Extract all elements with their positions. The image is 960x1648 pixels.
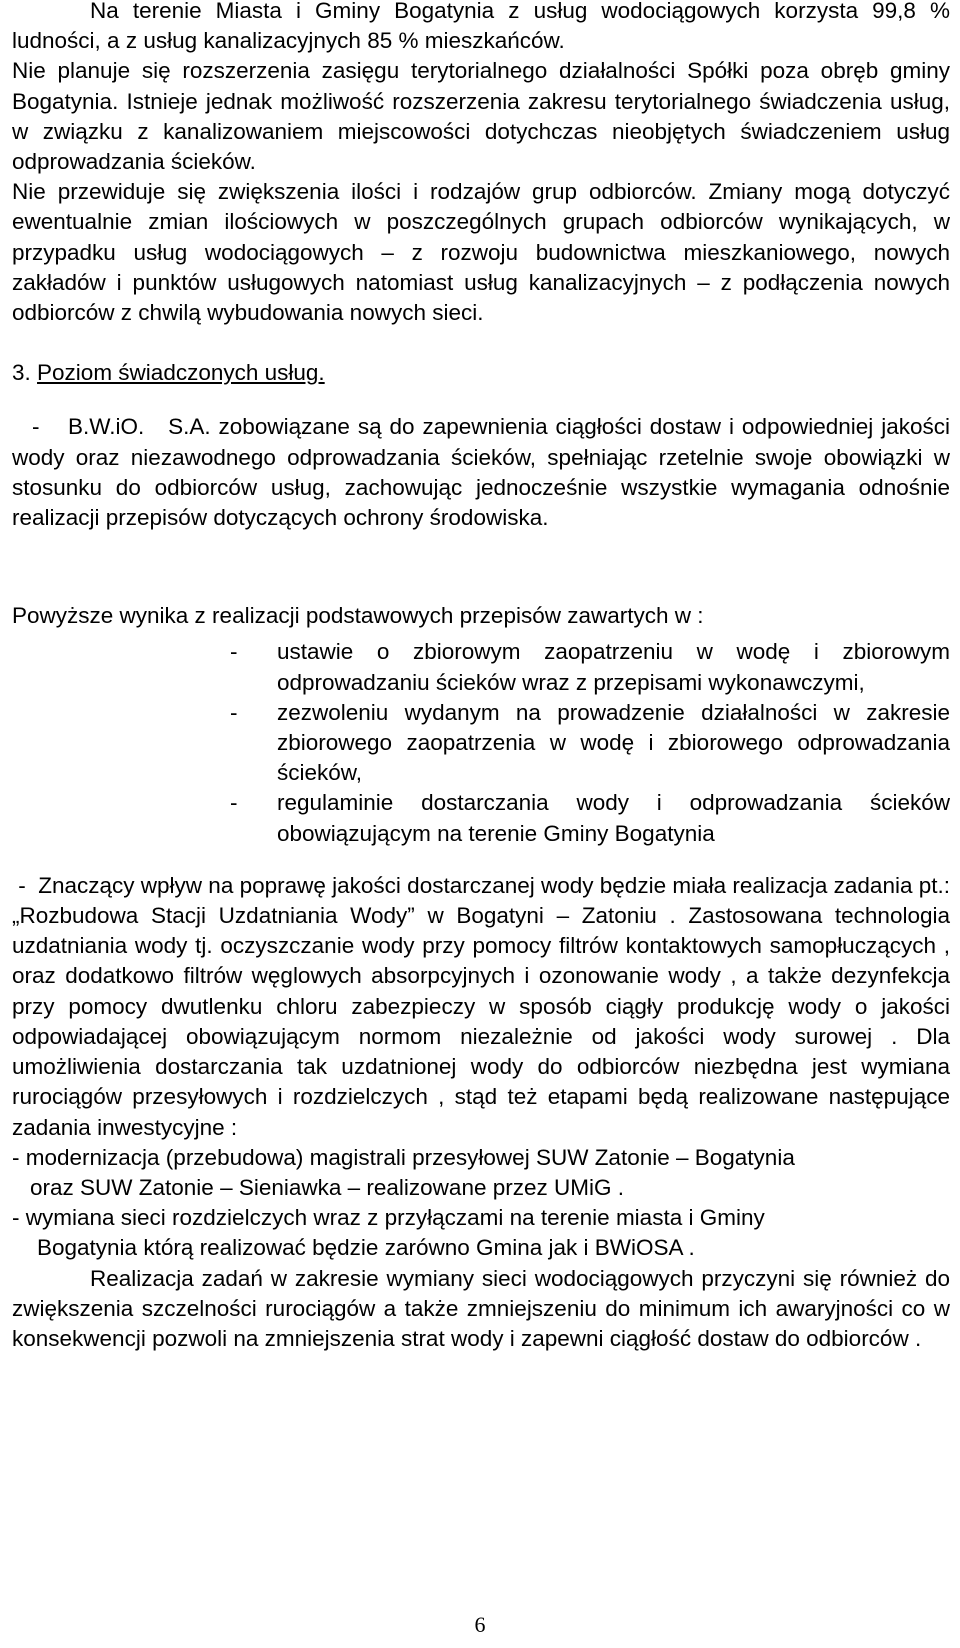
paragraph-coverage: Na terenie Miasta i Gminy Bogatynia z usług wodociągowych korzysta 99,8 % ludności, a z usług kanalizacyjnych 85 % mieszkańców. bbox=[12, 0, 950, 54]
investment-task bbox=[12, 1143, 950, 1203]
list-item bbox=[12, 637, 950, 697]
paragraph-territorial-scope: Nie planuje się rozszerzenia zasięgu terytorialnego działalności Spółki poza obręb gminy Bogatynia. Istnieje jednak możliwość rozszerzenia zakresu terytorialnego świadczenia usług, w związku z kanalizowaniem miejscowości dotychczas nieobjętych świadczeniem usług odprowadzania ścieków. bbox=[12, 58, 950, 175]
regulations-list bbox=[12, 637, 950, 848]
paragraph-water-quality-impact: - Znaczący wpływ na poprawę jakości dostarczanej wody będzie miała realizacja zadania pt.: „Rozbudowa Stacji Uzdatniania Wody” w Bogatyni – Zatoniu . Zastosowana technologia uzdatniania wody tj. oczyszczanie wody przy pomocy filtrów kontaktowych samopłuczących , oraz dodatkowo filtrów węglowych absorpcyjnych i ozonowanie wody , a także dezynfekcja przy pomocy dwutlenku chloru zabezpieczy w sposób ciągły produkcję wody o jakości odpowiadającej obowiązującym normom niezależnie od jakości wody surowej . Dla umożliwienia dostarczania tak uzdatnionej wody do odbiorców niezbędna jest wymiana rurociągów przesyłowych i rozdzielczych , stąd też etapami będą realizowane następujące zadania inwestycyjne : bbox=[12, 872, 957, 1140]
list-item-text: ustawie o zbiorowym zaopatrzeniu w wodę i zbiorowym odprowadzaniu ścieków wraz z przepisami wykonawczymi, bbox=[277, 639, 950, 695]
task-first-line: - modernizacja (przebudowa) magistrali przesyłowej SUW Zatonie – Bogatynia bbox=[12, 1144, 795, 1170]
list-dash: - bbox=[230, 639, 238, 665]
document-page bbox=[12, 0, 957, 1354]
paragraph-customer-groups: Nie przewiduje się zwiększenia ilości i rodzajów grup odbiorców. Zmiany mogą dotyczyć ewentualnie zmian ilościowych w poszczególnych grupach odbiorców wynikających, w przypadku usług wodociągowych – z rozwoju budownictwa mieszkaniowego, nowych zakładów i punktów usługowych natomiast usług kanalizacyjnych – z podłączenia nowych odbiorców z chwilą wybudowania nowych sieci. bbox=[12, 179, 950, 326]
section-title: Poziom świadczonych usług. bbox=[37, 360, 325, 386]
bwio-text: B.W.iO. S.A. zobowiązane są do zapewnienia ciągłości dostaw i odpowiedniej jakości wody oraz niezawodnego odprowadzania ścieków, spełniając rzetelnie swoje obowiązki w stosunku do odbiorców usług, zachowując jednocześnie wszystkie wymagania odnośnie realizacji przepisów dotyczących ochrony środowiska. bbox=[12, 414, 957, 531]
section-number: 3. bbox=[12, 360, 31, 386]
paragraph-closing: Realizacja zadań w zakresie wymiany sieci wodociągowych przyczyni się również do zwiększenia szczelności rurociągów a także zmniejszeniu do minimum ich awaryjności co w konsekwencji pozwoli na zmniejszenia strat wody i zapewni ciągłość dostaw do odbiorców . bbox=[12, 1265, 950, 1351]
list-item bbox=[12, 698, 950, 789]
list-item-text: regulaminie dostarczania wody i odprowadzania ścieków obowiązującym na terenie Gminy Bogatynia bbox=[277, 790, 950, 846]
page-number: 6 bbox=[474, 1612, 486, 1637]
list-dash: - bbox=[230, 790, 238, 816]
paragraph-bwio-obligations bbox=[12, 412, 957, 533]
regulations-intro: Powyższe wynika z realizacji podstawowych przepisów zawartych w : bbox=[12, 603, 704, 629]
list-dash: - bbox=[32, 414, 40, 440]
task-continuation: oraz SUW Zatonie – Sieniawka – realizowane przez UMiG . bbox=[30, 1174, 624, 1200]
task-first-line: - wymiana sieci rozdzielczych wraz z przyłączami na terenie miasta i Gminy bbox=[12, 1205, 765, 1231]
list-dash: - bbox=[230, 699, 238, 725]
list-item-text: zezwoleniu wydanym na prowadzenie działalności w zakresie zbiorowego zaopatrzenia w wodę i zbiorowego odprowadzania ścieków, bbox=[277, 699, 950, 786]
task-continuation: Bogatynia którą realizować będzie zarówno Gmina jak i BWiOSA . bbox=[37, 1235, 695, 1261]
list-item bbox=[12, 788, 950, 848]
investment-task bbox=[12, 1203, 950, 1263]
section-heading bbox=[12, 358, 950, 388]
